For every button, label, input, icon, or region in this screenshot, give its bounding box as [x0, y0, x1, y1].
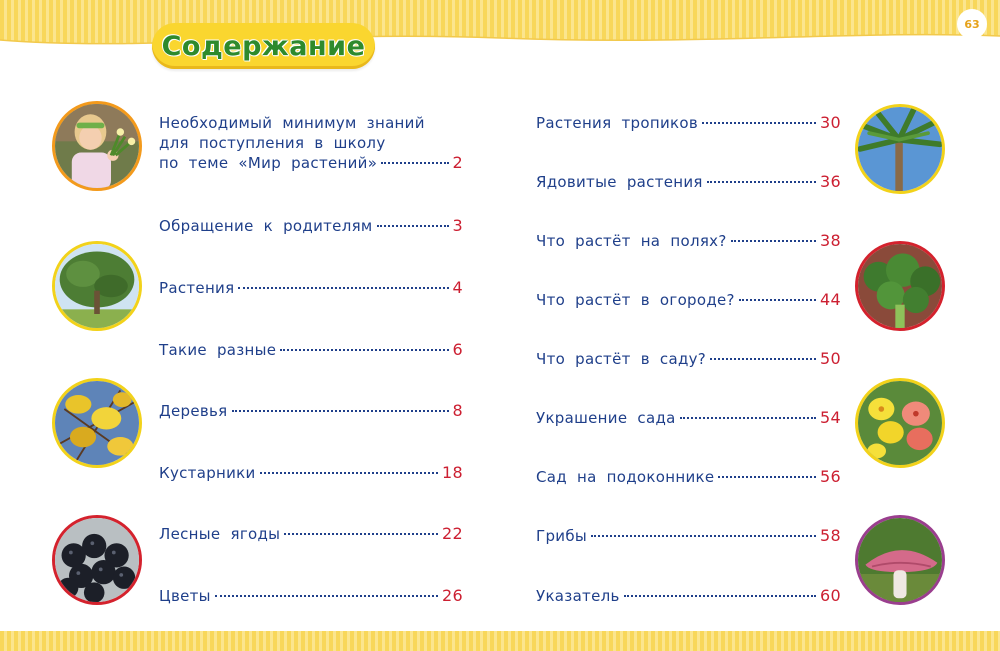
- toc-page-number: 36: [820, 172, 841, 191]
- girl-with-flowers-photo: [52, 101, 142, 191]
- toc-page-number: 58: [820, 526, 841, 545]
- toc-entry-index[interactable]: [536, 586, 841, 606]
- tree-photo: [52, 241, 142, 331]
- toc-entry-mushrooms[interactable]: [536, 526, 841, 546]
- toc-entry-forest-berries[interactable]: [159, 524, 463, 544]
- toc-entry-tropical-plants[interactable]: [536, 113, 841, 133]
- toc-entry-so-different[interactable]: [159, 340, 463, 360]
- gladiolus-flowers-photo: [855, 378, 945, 468]
- page-number: 63: [957, 9, 987, 39]
- toc-page-number: 30: [820, 113, 841, 132]
- toc-entry-garden-decoration[interactable]: [536, 408, 841, 428]
- dot-leader: [624, 595, 816, 597]
- toc-entry-label: Обращение к родителям: [159, 217, 373, 235]
- toc-page-number: 60: [820, 586, 841, 605]
- dot-leader: [731, 240, 816, 242]
- toc-page-number: 6: [452, 340, 463, 359]
- dot-leader: [739, 299, 816, 301]
- toc-page-number: 56: [820, 467, 841, 486]
- toc-entry-label: Растения: [159, 279, 235, 297]
- broccoli-photo: [855, 241, 945, 331]
- toc-entry-flowers[interactable]: [159, 586, 463, 606]
- toc-page-number: 22: [442, 524, 463, 543]
- toc-entry-label: Деревья: [159, 402, 228, 420]
- toc-entry-address-to-parents[interactable]: [159, 216, 463, 236]
- dot-leader: [707, 181, 816, 183]
- toc-entry-label: Что растёт на полях?: [536, 232, 727, 250]
- page-title: Содержание: [161, 30, 366, 62]
- dot-leader: [260, 472, 438, 474]
- toc-entry-line: по теме «Мир растений»: [159, 154, 378, 172]
- toc-page-number: 26: [442, 586, 463, 605]
- toc-entry-label: Что растёт в саду?: [536, 350, 707, 368]
- dot-leader: [280, 349, 448, 351]
- mushroom-photo: [855, 515, 945, 605]
- top-wave-edge: [0, 0, 1000, 80]
- toc-page-number: 54: [820, 408, 841, 427]
- toc-entry-plants[interactable]: [159, 278, 463, 298]
- toc-entry-trees[interactable]: [159, 401, 463, 421]
- bottom-border-stripes: [0, 631, 1000, 651]
- toc-entry-label: Лесные ягоды: [159, 525, 281, 543]
- toc-entry-label: Грибы: [536, 527, 588, 545]
- toc-entry-line: для поступления в школу: [159, 134, 386, 152]
- toc-entry-label: Растения тропиков: [536, 114, 698, 132]
- toc-page-number: 18: [442, 463, 463, 482]
- toc-entry-vegetable-garden[interactable]: [536, 290, 841, 310]
- dot-leader: [591, 535, 816, 537]
- dot-leader: [377, 225, 449, 227]
- toc-entry-garden[interactable]: [536, 349, 841, 369]
- toc-entry-label: Такие разные: [159, 341, 277, 359]
- toc-page-number: 4: [452, 278, 463, 297]
- toc-entry-label: Цветы: [159, 587, 211, 605]
- dot-leader: [381, 162, 448, 164]
- toc-entry-knowledge-minimum[interactable]: [159, 113, 463, 173]
- toc-entry-label: Ядовитые растения: [536, 173, 703, 191]
- dot-leader: [238, 287, 448, 289]
- toc-entry-label: Сад на подоконнике: [536, 468, 715, 486]
- dot-leader: [710, 358, 816, 360]
- toc-entry-shrubs[interactable]: [159, 463, 463, 483]
- toc-entry-label: Указатель: [536, 587, 620, 605]
- palm-tree-photo: [855, 104, 945, 194]
- toc-page-number: 2: [452, 153, 463, 172]
- dot-leader: [702, 122, 816, 124]
- toc-page-number: 3: [452, 216, 463, 235]
- toc-entry-label: Что растёт в огороде?: [536, 291, 735, 309]
- blackberries-photo: [52, 515, 142, 605]
- dot-leader: [680, 417, 816, 419]
- toc-entry-windowsill-garden[interactable]: [536, 467, 841, 487]
- dot-leader: [215, 595, 438, 597]
- toc-page-number: 8: [452, 401, 463, 420]
- toc-page-number: 38: [820, 231, 841, 250]
- toc-entry-fields[interactable]: [536, 231, 841, 251]
- autumn-branch-photo: [52, 378, 142, 468]
- toc-entry-poisonous-plants[interactable]: [536, 172, 841, 192]
- title-banner: [152, 23, 375, 69]
- dot-leader: [232, 410, 449, 412]
- toc-entry-label: Украшение сада: [536, 409, 676, 427]
- dot-leader: [718, 476, 816, 478]
- toc-entry-line: Необходимый минимум знаний: [159, 114, 425, 132]
- dot-leader: [284, 533, 438, 535]
- toc-entry-label: Кустарники: [159, 464, 256, 482]
- toc-page-number: 50: [820, 349, 841, 368]
- toc-page-number: 44: [820, 290, 841, 309]
